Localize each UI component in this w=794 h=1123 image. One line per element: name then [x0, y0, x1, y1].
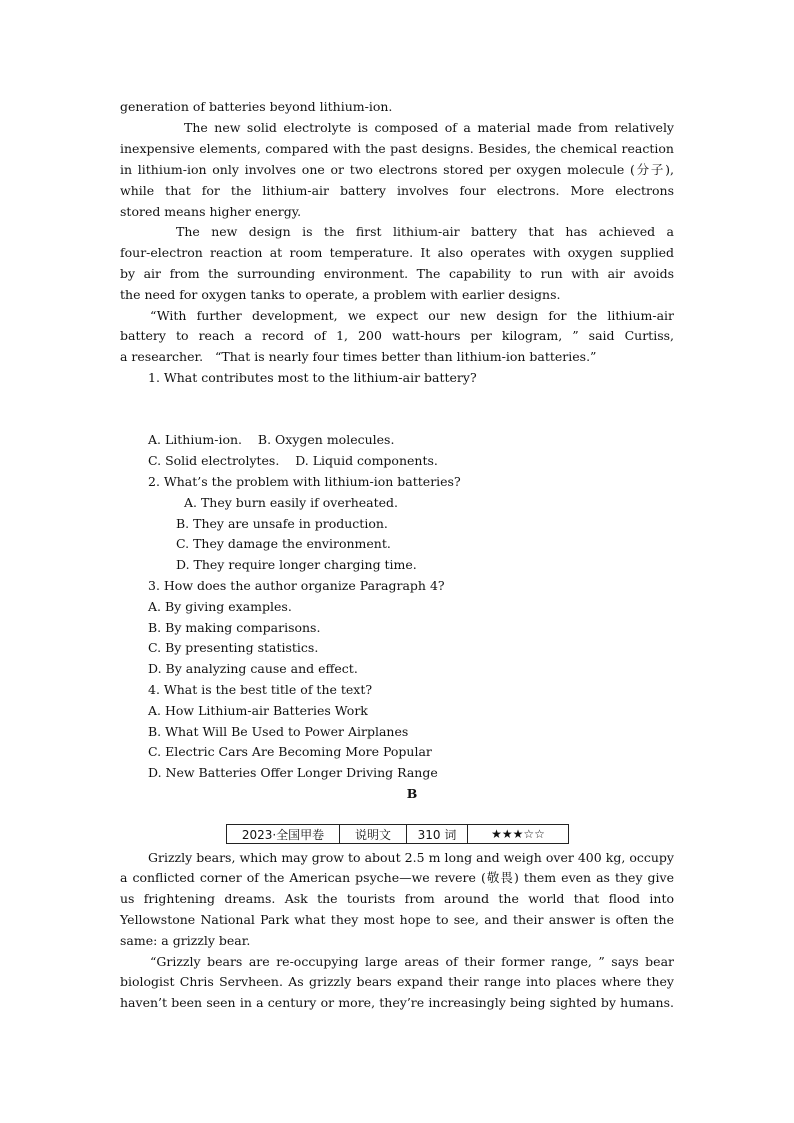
- meta-source: 2023·全国甲卷: [227, 825, 340, 844]
- passage-line: same: a grizzly bear.: [120, 933, 251, 948]
- passage-line: biologist Chris Servheen. As grizzly bears expand their range into places where they: [120, 974, 674, 989]
- passage-line: four-electron reaction at room temperature. It also operates with oxygen supplied: [120, 245, 674, 260]
- passage-meta-table: [226, 824, 569, 844]
- passage-line: “With further development, we expect our new design for the lithium-air: [150, 308, 674, 323]
- passage-line: by air from the surrounding environment. The capability to run with air avoids: [120, 266, 674, 281]
- passage-line: “Grizzly bears are re-occupying large areas of their former range, ” says bear: [150, 954, 674, 969]
- question-option: C. They damage the environment.: [176, 536, 391, 551]
- passage-line: inexpensive elements, compared with the past designs. Besides, the chemical reaction: [120, 141, 674, 156]
- question-option: B. They are unsafe in production.: [176, 516, 388, 531]
- passage-line: battery to reach a record of 1, 200 watt-hours per kilogram, ” said Curtiss,: [120, 328, 674, 343]
- passage-line: a researcher. “That is nearly four times better than lithium-ion batteries.”: [120, 349, 597, 364]
- question-option: C. Electric Cars Are Becoming More Popular: [148, 744, 432, 759]
- question-stem: 1. What contributes most to the lithium-air battery?: [148, 370, 477, 385]
- question-option: D. New Batteries Offer Longer Driving Range: [148, 765, 438, 780]
- passage-line: The new design is the first lithium-air battery that has achieved a: [176, 224, 674, 239]
- passage-line: us frightening dreams. Ask the tourists from around the world that flood into: [120, 891, 674, 906]
- passage-line: stored means higher energy.: [120, 204, 302, 219]
- question-options: C. Solid electrolytes. D. Liquid components.: [148, 453, 438, 468]
- question-option: B. By making comparisons.: [148, 620, 321, 635]
- passage-line: the need for oxygen tanks to operate, a problem with earlier designs.: [120, 287, 561, 302]
- question-option: D. By analyzing cause and effect.: [148, 661, 358, 676]
- question-option: D. They require longer charging time.: [176, 557, 417, 572]
- question-options: A. Lithium-ion. B. Oxygen molecules.: [148, 432, 395, 447]
- question-stem: 3. How does the author organize Paragraph 4?: [148, 578, 445, 593]
- question-option: B. What Will Be Used to Power Airplanes: [148, 724, 409, 739]
- passage-line: Yellowstone National Park what they most hope to see, and their answer is often the: [120, 912, 674, 927]
- meta-difficulty-stars: ★★★☆☆: [468, 825, 569, 844]
- question-stem: 4. What is the best title of the text?: [148, 682, 373, 697]
- passage-line: while that for the lithium-air battery involves four electrons. More electrons: [120, 183, 674, 198]
- passage-line: generation of batteries beyond lithium-ion.: [120, 99, 393, 114]
- passage-line: Grizzly bears, which may grow to about 2.5 m long and weigh over 400 kg, occupy: [148, 850, 674, 865]
- question-option: A. They burn easily if overheated.: [184, 495, 398, 510]
- question-option: A. By giving examples.: [148, 599, 292, 614]
- passage-line: a conflicted corner of the American psyche—we revere (敬畏) them even as they give: [120, 870, 674, 885]
- question-stem: 2. What’s the problem with lithium-ion batteries?: [148, 474, 461, 489]
- meta-genre: 说明文: [340, 825, 407, 844]
- passage-line: in lithium-ion only involves one or two electrons stored per oxygen molecule (分子),: [120, 162, 674, 177]
- passage-line: haven’t been seen in a century or more, they’re increasingly being sighted by humans.: [120, 995, 674, 1010]
- meta-word-count: 310 词: [407, 825, 468, 844]
- question-option: C. By presenting statistics.: [148, 640, 319, 655]
- passage-line: The new solid electrolyte is composed of a material made from relatively: [184, 120, 674, 135]
- section-heading: B: [406, 786, 418, 801]
- question-option: A. How Lithium-air Batteries Work: [148, 703, 368, 718]
